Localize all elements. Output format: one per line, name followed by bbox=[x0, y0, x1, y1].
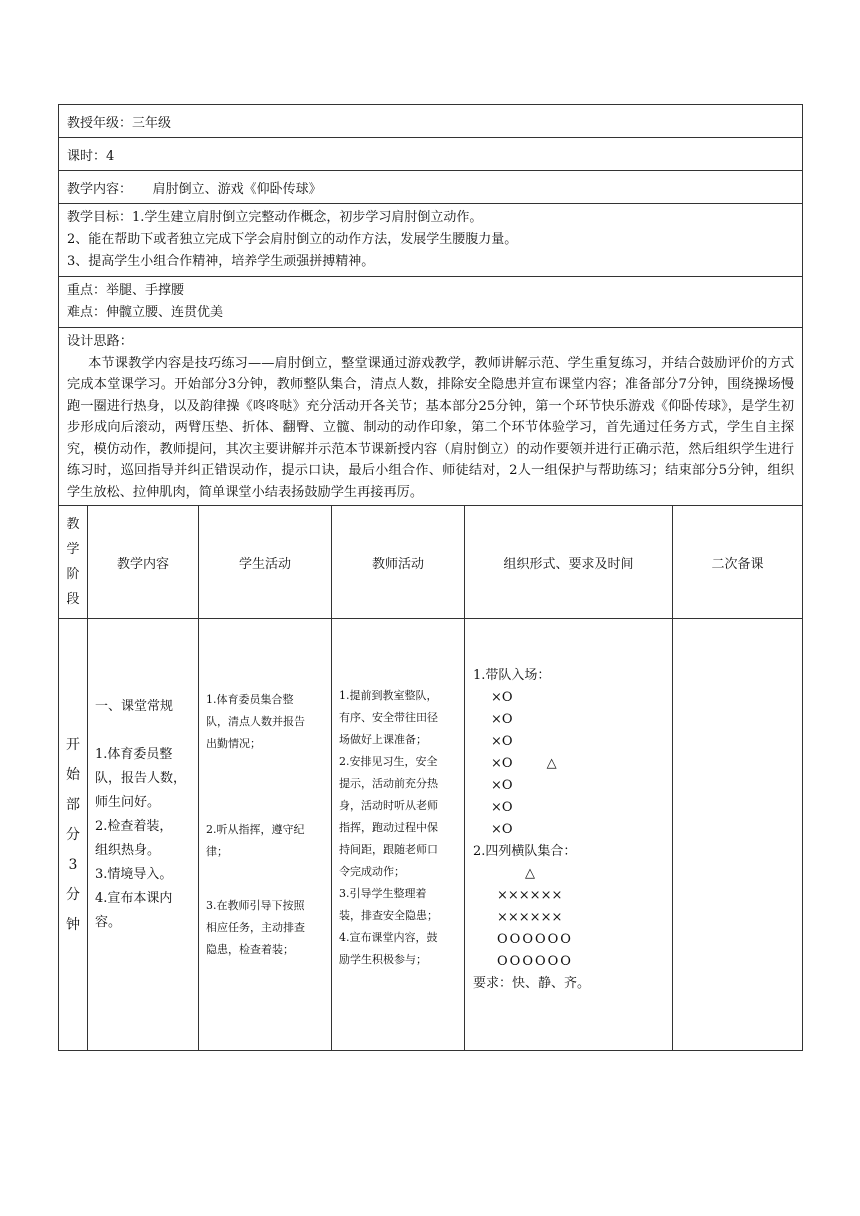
teacher-line: 励学生积极参与； bbox=[339, 953, 427, 966]
stage-char: 钟 bbox=[66, 916, 80, 933]
lessons-row: 课时：4 bbox=[59, 138, 803, 171]
teaching-content-row: 教学内容： 肩肘倒立、游戏《仰卧传球》 bbox=[59, 171, 803, 204]
formation-row: ×O bbox=[491, 756, 513, 771]
teacher-line: 4.宣布课堂内容，鼓 bbox=[339, 931, 438, 944]
teacher-line: 提示，活动前充分热 bbox=[339, 777, 438, 790]
header-stage-char: 阶 bbox=[66, 567, 80, 582]
teacher-line: 令完成动作； bbox=[339, 865, 405, 878]
content-line: 2.检查着装， bbox=[95, 819, 173, 834]
teacher-line: 2.安排见习生，安全 bbox=[339, 755, 438, 768]
content-line: 一、课堂常规 bbox=[95, 699, 174, 714]
student-activity-cell bbox=[199, 619, 332, 1051]
key-points: 重点：举腿、手撑腰 bbox=[67, 283, 185, 298]
formation-row: ×O bbox=[491, 690, 513, 705]
lesson-plan-table bbox=[58, 104, 803, 1051]
formation-row: OOOOOO bbox=[497, 932, 573, 947]
objective-line: 教学目标：1.学生建立肩肘倒立完整动作概念，初步学习肩肘倒立动作。 bbox=[67, 210, 483, 225]
stage-char: 分 bbox=[66, 886, 80, 903]
org-step1: 1.带队入场： bbox=[473, 668, 551, 683]
formation-row: ×××××× bbox=[497, 888, 563, 903]
design-text: 本节课教学内容是技巧练习——肩肘倒立，整堂课通过游戏教学，教师讲解示范、学生重复练习，并结合鼓励评价的方式完成本堂课学习。开始部分3分钟，教师整队集合，清点人数，排除安全隐患并宣布课堂内容；准备部分7分钟，围绕操场慢跑一圈进行热身，以及韵律操《咚咚哒》充分活动开各关节；基本部分25分钟，第一个环节快乐游戏《仰卧传球》，是学生初步形成向后滚动，两臂压垫、折体、翻臀、立髋、制动的动作印象，第二个环节体验学习，首先通过任务方式，学生自主探究，模仿动作，教师提问，其次主要讲解并示范本节课新授内容（肩肘倒立）的动作要领并进行正确示范，然后组织学生进行练习时，巡回指导并纠正错误动作，提示口诀，最后小组合作、师徒结对，2人一组保护与帮助练习；结束部分5分钟，组织学生放松、拉伸肌肉，简单课堂小结表扬鼓励学生再接再厉。 bbox=[67, 355, 795, 500]
student-line: 3.在教师引导下按照 bbox=[206, 899, 305, 912]
header-stage-char: 学 bbox=[66, 542, 80, 557]
stage-char: 部 bbox=[66, 796, 80, 813]
grade-row: 教授年级：三年级 bbox=[59, 105, 803, 138]
student-line: 相应任务，主动排查 bbox=[206, 921, 305, 934]
difficulties: 难点：伸髋立腰、连贯优美 bbox=[67, 305, 224, 320]
header-stage bbox=[59, 506, 88, 619]
org-step2: 2.四列横队集合： bbox=[473, 844, 577, 859]
teacher-line: 指挥，跑动过程中保 bbox=[339, 821, 438, 834]
header-organization: 组织形式、要求及时间 bbox=[465, 506, 673, 619]
formation-row: ×O bbox=[491, 800, 513, 815]
formation-row-with-teacher bbox=[473, 753, 666, 775]
teacher-line: 身，活动时听从老师 bbox=[339, 799, 438, 812]
teacher-line: 场做好上课准备； bbox=[339, 733, 427, 746]
formation-row: OOOOOO bbox=[497, 954, 573, 969]
header-stage-char: 段 bbox=[66, 592, 80, 607]
content-line: 容。 bbox=[95, 915, 122, 930]
teacher-triangle-icon: △ bbox=[546, 756, 557, 771]
formation-row: ×O bbox=[491, 712, 513, 727]
stage-char: 开 bbox=[66, 736, 80, 753]
student-line: 隐患，检查着装； bbox=[206, 943, 294, 956]
stage-label bbox=[59, 619, 88, 1051]
student-line: 律； bbox=[206, 845, 228, 858]
student-line: 队，清点人数并报告 bbox=[206, 715, 305, 728]
objective-line: 3、提高学生小组合作精神，培养学生顽强拼搏精神。 bbox=[67, 254, 375, 269]
content-line: 队，报告人数， bbox=[95, 771, 187, 786]
stage-char: 始 bbox=[66, 766, 80, 783]
teacher-line: 有序、安全带往田径 bbox=[339, 711, 438, 724]
design-title: 设计思路： bbox=[67, 334, 133, 349]
stage-char: 3 bbox=[68, 856, 78, 873]
content-line: 1.体育委员整 bbox=[95, 747, 173, 762]
content-line: 组织热身。 bbox=[95, 843, 161, 858]
design-cell bbox=[59, 328, 803, 506]
header-content: 教学内容 bbox=[88, 506, 199, 619]
content-cell bbox=[88, 619, 199, 1051]
lesson-plan-document bbox=[58, 104, 802, 1051]
keypoints-cell bbox=[59, 277, 803, 328]
organization-cell bbox=[465, 619, 673, 1051]
content-line: 3.情境导入。 bbox=[95, 867, 173, 882]
org-requirement: 要求：快、静、齐。 bbox=[473, 976, 591, 991]
objective-line: 2、能在帮助下或者独立完成下学会肩肘倒立的动作方法，发展学生腰腹力量。 bbox=[67, 232, 518, 247]
header-stage-char: 教 bbox=[66, 517, 80, 532]
teacher-activity-cell bbox=[332, 619, 465, 1051]
header-revision: 二次备课 bbox=[673, 506, 803, 619]
content-line: 4.宣布本课内 bbox=[95, 891, 173, 906]
teacher-triangle-icon: △ bbox=[525, 866, 535, 881]
stage-char: 分 bbox=[66, 826, 80, 843]
teacher-line: 持间距，跟随老师口 bbox=[339, 843, 438, 856]
student-line: 出勤情况； bbox=[206, 737, 261, 750]
formation-row: ×O bbox=[491, 778, 513, 793]
revision-cell bbox=[673, 619, 803, 1051]
student-line: 1.体育委员集合整 bbox=[206, 693, 294, 706]
teacher-line: 装，排查安全隐患； bbox=[339, 909, 438, 922]
content-line: 师生问好。 bbox=[95, 795, 161, 810]
student-line: 2.听从指挥，遵守纪 bbox=[206, 823, 305, 836]
teacher-line: 1.提前到教室整队， bbox=[339, 689, 438, 702]
formation-row: ×××××× bbox=[497, 910, 563, 925]
teacher-line: 3.引导学生整理着 bbox=[339, 887, 427, 900]
header-teacher: 教师活动 bbox=[332, 506, 465, 619]
header-student: 学生活动 bbox=[199, 506, 332, 619]
formation-row: ×O bbox=[491, 822, 513, 837]
formation-row: ×O bbox=[491, 734, 513, 749]
objectives-cell bbox=[59, 204, 803, 277]
